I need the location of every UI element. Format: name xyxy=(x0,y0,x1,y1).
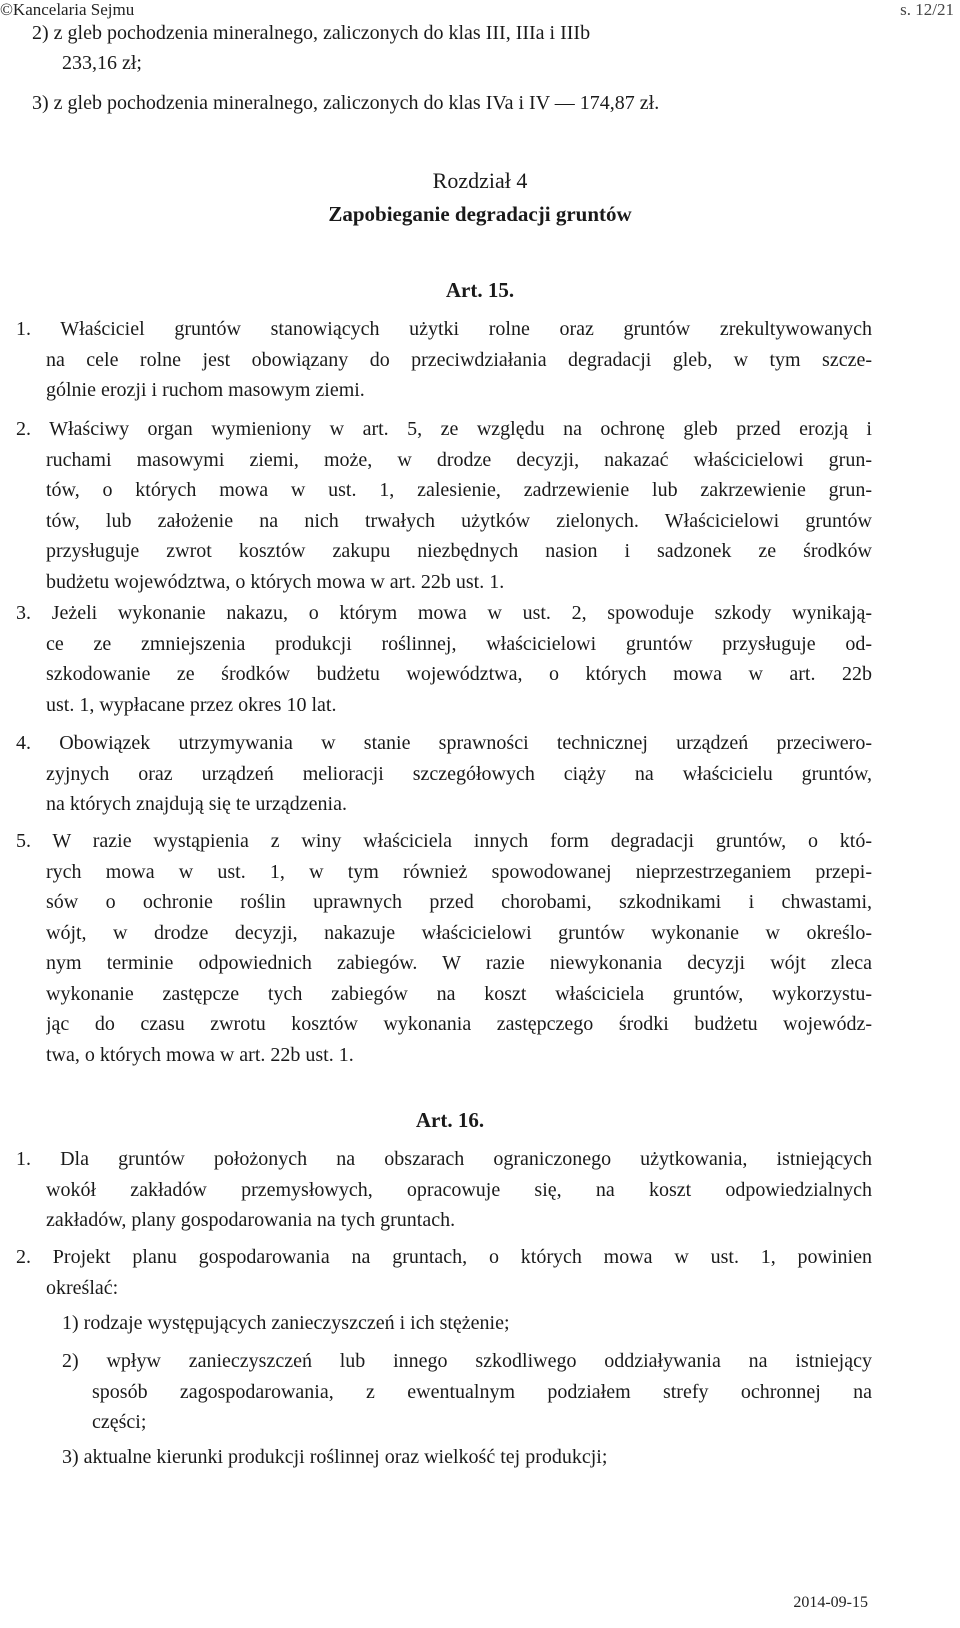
header-page-number: s. 12/21 xyxy=(900,0,954,19)
art15-p1-line: 1. Właściciel gruntów stanowiących użytki rolne oraz gruntów zrekultywowanych xyxy=(16,318,872,340)
art16-item-2-line: sposób zagospodarowania, z ewentualnym podziałem strefy ochronnej na xyxy=(92,1380,872,1403)
art15-p5-line: rych mowa w ust. 1, w tym również spowodowanej nieprzestrzeganiem przepi- xyxy=(46,860,872,883)
art15-p3-line: 3. Jeżeli wykonanie nakazu, o którym mowa w ust. 2, spowoduje szkody wynikają- xyxy=(16,602,872,624)
art15-p5-line: twa, o których mowa w art. 22b ust. 1. xyxy=(46,1043,354,1066)
art16-p1-line: 1. Dla gruntów położonych na obszarach ograniczonego użytkowania, istniejących xyxy=(16,1148,872,1170)
art15-p5-line: sów o ochronie roślin uprawnych przed chorobami, szkodnikami i chwastami, xyxy=(46,891,872,913)
art16-p1-line: zakładów, plany gospodarowania na tych gruntach. xyxy=(46,1209,456,1231)
art15-p5-line: jąc do czasu zwrotu kosztów wykonania zastępczego środki budżetu wojewódz- xyxy=(46,1013,872,1035)
article-16-title: Art. 16. xyxy=(415,1108,485,1132)
art15-p5-line: nym terminie odpowiednich zabiegów. W razie niewykonania decyzji wójt zleca xyxy=(46,952,872,974)
art15-p5-line: wykonanie zastępcze tych zabiegów na koszt właściciela gruntów, wykorzystu- xyxy=(46,982,872,1005)
prev-item-3: 3) z gleb pochodzenia mineralnego, zaliczonych do klas IVa i IV — 174,87 zł. xyxy=(32,92,660,114)
art15-p5-line: 5. W razie wystąpienia z winy właściciela innych form degradacji gruntów, o któ- xyxy=(16,830,872,852)
article-15-title: Art. 15. xyxy=(445,278,515,302)
art16-p2-line: 2. Projekt planu gospodarowania na gruntach, o których mowa w ust. 1, powinien xyxy=(16,1246,872,1268)
art15-p4-line: zyjnych oraz urządzeń melioracji szczegółowych ciąży na właścicielu gruntów, xyxy=(46,762,872,785)
art15-p2-line: 2. Właściwy organ wymieniony w art. 5, ze względu na ochronę gleb przed erozją i xyxy=(16,418,872,440)
art15-p2-line: ruchami masowymi ziemi, może, w drodze decyzji, nakazać właścicielowi grun- xyxy=(46,448,872,471)
art16-item-2-line: części; xyxy=(92,1411,147,1433)
art15-p1-line: na cele rolne jest obowiązany do przeciwdziałania degradacji gleb, w tym szcze- xyxy=(46,348,872,371)
art15-p3-line: ust. 1, wypłacane przez okres 10 lat. xyxy=(46,693,337,716)
art16-item-1-line: 1) rodzaje występujących zanieczyszczeń i ich stężenie; xyxy=(62,1312,510,1334)
art15-p2-line: budżetu województwa, o których mowa w art. 22b ust. 1. xyxy=(46,570,505,593)
art15-p4-line: na których znajdują się te urządzenia. xyxy=(46,793,347,815)
art15-p3-line: szkodowanie ze środków budżetu województwa, o których mowa w art. 22b xyxy=(46,663,872,685)
art15-p2-line: tów, o których mowa w ust. 1, zalesienie, zadrzewienie lub zakrzewienie grun- xyxy=(46,479,872,501)
chapter-title: Zapobieganie degradacji gruntów xyxy=(328,202,632,226)
header-copyright: ©Kancelaria Sejmu xyxy=(0,0,135,19)
art15-p3-line: ce ze zmniejszenia produkcji roślinnej, właścicielowi gruntów przysługuje od- xyxy=(46,632,872,655)
art15-p4-line: 4. Obowiązek utrzymywania w stanie sprawności technicznej urządzeń przeciwero- xyxy=(16,732,872,754)
footer-date: 2014-09-15 xyxy=(793,1594,868,1611)
art16-p1-line: wokół zakładów przemysłowych, opracowuje się, na koszt odpowiedzialnych xyxy=(46,1178,872,1201)
chapter-number: Rozdział 4 xyxy=(432,168,528,193)
art16-p2-line: określać: xyxy=(46,1276,119,1299)
art15-p2-line: tów, lub założenie na nich trwałych użytków zielonych. Właścicielowi gruntów xyxy=(46,509,872,532)
art16-item-3-line: 3) aktualne kierunki produkcji roślinnej oraz wielkość tej produkcji; xyxy=(62,1446,608,1468)
art16-item-2-line: 2) wpływ zanieczyszczeń lub innego szkodliwego oddziaływania na istniejący xyxy=(62,1350,872,1372)
prev-item-2-line: 2) z gleb pochodzenia mineralnego, zaliczonych do klas III, IIIa i IIIb xyxy=(32,22,591,44)
art15-p2-line: przysługuje zwrot kosztów zakupu niezbędnych nasion i sadzonek ze środków xyxy=(46,540,872,562)
art15-p1-line: gólnie erozji i ruchom masowym ziemi. xyxy=(46,379,365,401)
prev-item-2-line: 233,16 zł; xyxy=(62,52,142,74)
art15-p5-line: wójt, w drodze decyzji, nakazuje właścicielowi gruntów wykonanie w określo- xyxy=(46,921,872,944)
